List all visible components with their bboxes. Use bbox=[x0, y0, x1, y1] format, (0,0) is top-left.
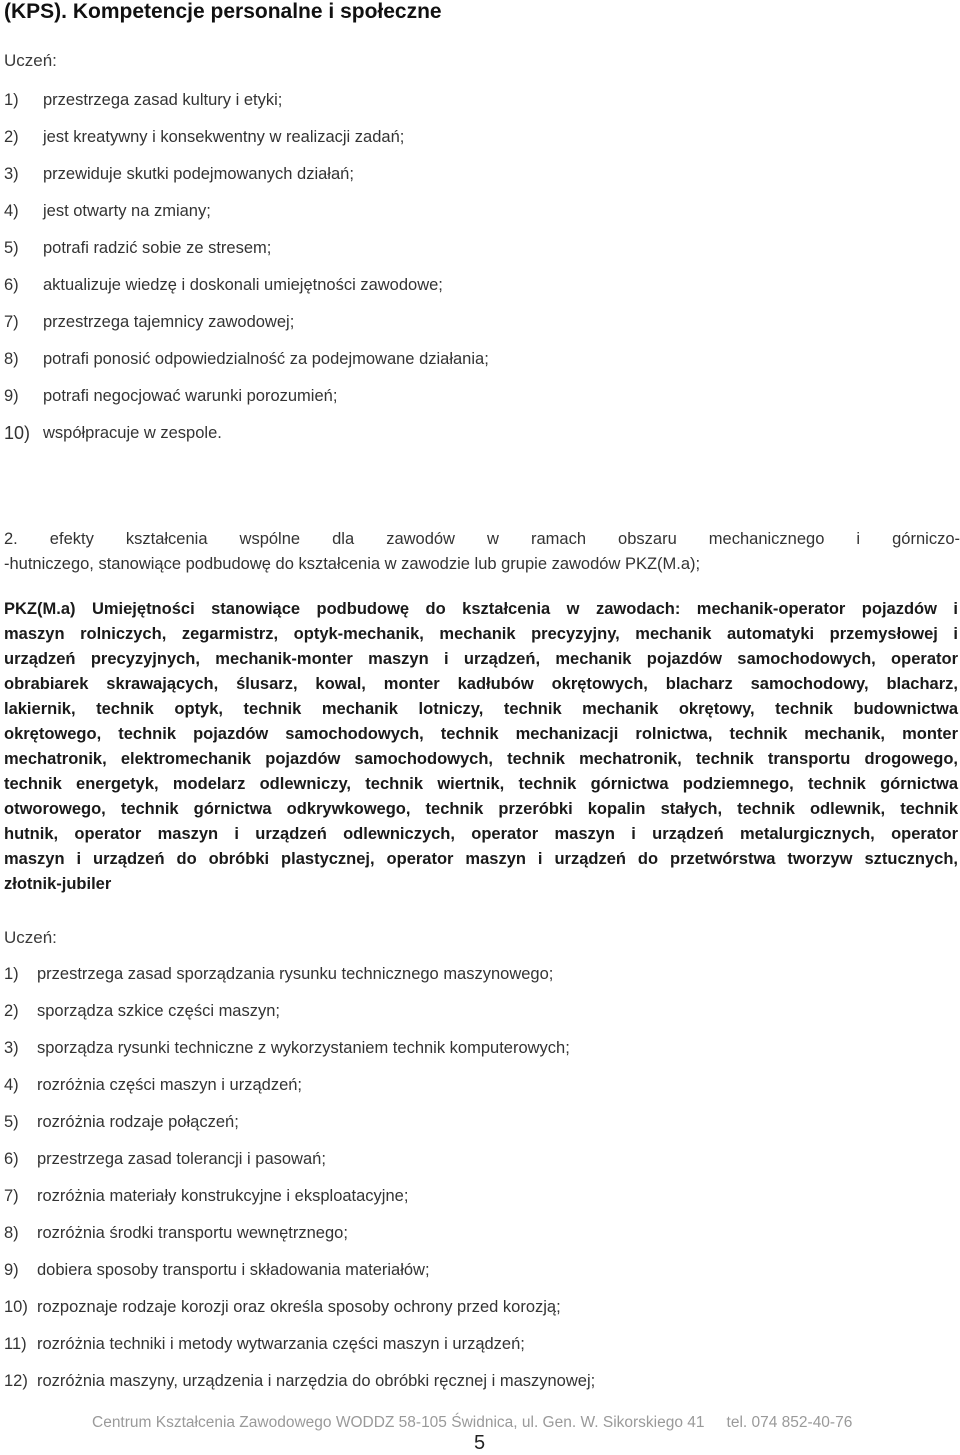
page-footer bbox=[92, 1414, 852, 1432]
pkz-line: otworowego, technik górnictwa odkrywkowego, technik przeróbki kopalin stałych, technik odlewnik, technik bbox=[4, 800, 958, 818]
list-item: 3) sporządza rysunki techniczne z wykorzystaniem technik komputerowych; bbox=[4, 1039, 570, 1057]
list-item: 9) potrafi negocjować warunki porozumień; bbox=[4, 387, 338, 405]
pkz-line: złotnik-jubiler bbox=[4, 875, 112, 893]
list-item: 1) przestrzega zasad sporządzania rysunku technicznego maszynowego; bbox=[4, 965, 554, 983]
list-item: 5) potrafi radzić sobie ze stresem; bbox=[4, 239, 272, 257]
list-item: 2) jest kreatywny i konsekwentny w realizacji zadań; bbox=[4, 128, 405, 146]
student-label: Uczeń: bbox=[4, 928, 57, 947]
competence-list bbox=[4, 89, 489, 459]
pkz-line: urządzeń precyzyjnych, mechanik-monter maszyn i urządzeń, mechanik pojazdów samochodowych, operator bbox=[4, 650, 958, 668]
list-item: 6) aktualizuje wiedzę i doskonali umiejętności zawodowe; bbox=[4, 276, 443, 294]
list-item: 5) rozróżnia rodzaje połączeń; bbox=[4, 1113, 239, 1131]
footer-phone: tel. 074 852-40-76 bbox=[726, 1414, 853, 1431]
student-label: Uczeń: bbox=[4, 51, 57, 70]
page-number: 5 bbox=[474, 1432, 486, 1454]
footer-address: Centrum Kształcenia Zawodowego WODDZ 58-105 Świdnica, ul. Gen. W. Sikorskiego 41 bbox=[92, 1414, 705, 1431]
list-item: 9) dobiera sposoby transportu i składowania materiałów; bbox=[4, 1261, 430, 1279]
list-item: 8) potrafi ponosić odpowiedzialność za podejmowane działania; bbox=[4, 350, 489, 368]
pkz-line: technik energetyk, modelarz odlewniczy, technik wiertnik, technik górnictwa podziemnego, technik górnictwa bbox=[4, 775, 958, 793]
paragraph-line: -hutniczego, stanowiące podbudowę do kształcenia w zawodzie lub grupie zawodów PKZ(M.a); bbox=[4, 555, 701, 573]
paragraph-line: 2. efekty kształcenia wspólne dla zawodów w ramach obszaru mechanicznego i górniczo- bbox=[4, 530, 960, 548]
skills-list bbox=[4, 963, 595, 1407]
pkz-line: maszyn rolniczych, zegarmistrz, optyk-mechanik, mechanik precyzyjny, mechanik automatyki przemysłowej i bbox=[4, 625, 958, 643]
list-item: 10) współpracuje w zespole. bbox=[4, 423, 222, 443]
list-item: 11) rozróżnia techniki i metody wytwarzania części maszyn i urządzeń; bbox=[4, 1335, 525, 1353]
pkz-line: PKZ(M.a) Umiejętności stanowiące podbudowę do kształcenia w zawodach: mechanik-operator pojazdów i bbox=[4, 600, 958, 618]
list-item: 4) rozróżnia części maszyn i urządzeń; bbox=[4, 1076, 303, 1094]
list-item: 6) przestrzega zasad tolerancji i pasowań; bbox=[4, 1150, 326, 1168]
pkz-line: lakiernik, technik optyk, technik mechanik lotniczy, technik mechanik okrętowy, technik budownictwa bbox=[4, 700, 958, 718]
list-item: 12) rozróżnia maszyny, urządzenia i narzędzia do obróbki ręcznej i maszynowej; bbox=[4, 1372, 596, 1390]
list-item: 2) sporządza szkice części maszyn; bbox=[4, 1002, 280, 1020]
list-item: 1) przestrzega zasad kultury i etyki; bbox=[4, 91, 283, 109]
pkz-line: mechatronik, elektromechanik pojazdów samochodowych, technik mechatronik, technik transportu drogowego, bbox=[4, 750, 958, 768]
list-item: 7) rozróżnia materiały konstrukcyjne i eksploatacyjne; bbox=[4, 1187, 409, 1205]
pkz-line: okrętowego, technik pojazdów samochodowych, technik mechanizacji rolnictwa, technik mechanik, monter bbox=[4, 725, 958, 743]
pkz-paragraph bbox=[4, 597, 958, 897]
section-heading: (KPS). Kompetencje personalne i społeczne bbox=[4, 0, 442, 23]
list-item: 7) przestrzega tajemnicy zawodowej; bbox=[4, 313, 295, 331]
pkz-line: maszyn i urządzeń do obróbki plastycznej, operator maszyn i urządzeń do przetwórstwa tworzyw sztucznych, bbox=[4, 850, 958, 868]
learning-outcomes-paragraph bbox=[4, 527, 960, 577]
list-item: 4) jest otwarty na zmiany; bbox=[4, 202, 211, 220]
pkz-line: hutnik, operator maszyn i urządzeń odlewniczych, operator maszyn i urządzeń metalurgicznych, operator bbox=[4, 825, 958, 843]
list-item: 10) rozpoznaje rodzaje korozji oraz określa sposoby ochrony przed korozją; bbox=[4, 1298, 561, 1316]
list-item: 3) przewiduje skutki podejmowanych działań; bbox=[4, 165, 354, 183]
list-item: 8) rozróżnia środki transportu wewnętrznego; bbox=[4, 1224, 348, 1242]
pkz-line: obrabiarek skrawających, ślusarz, kowal, monter kadłubów okrętowych, blacharz samochodowy, blacharz, bbox=[4, 675, 958, 693]
